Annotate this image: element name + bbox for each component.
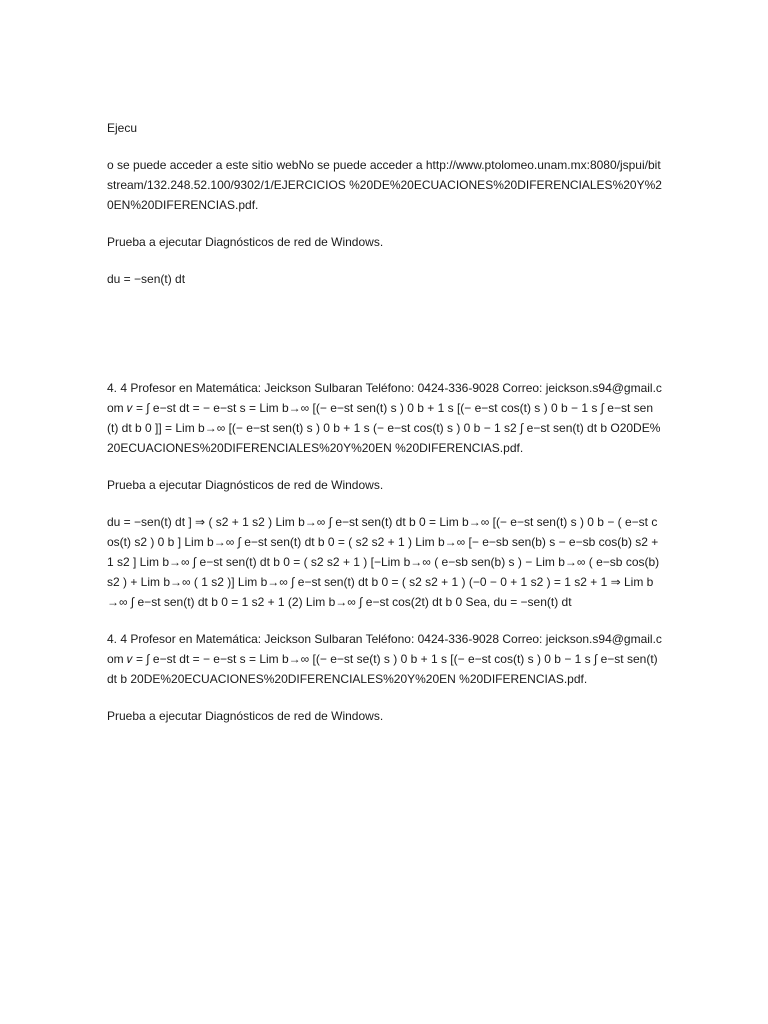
text-diagnostics-2: Prueba a ejecutar Diagnósticos de red de Windows. bbox=[107, 478, 384, 492]
paragraph-diagnostics-2 bbox=[107, 475, 662, 495]
text-profesor-2: 4. 4 Profesor en Matemática: Jeickson Sulbaran Teléfono: 0424-336-9028 Correo: jeickson.s94@gmail.com 𝑣 = ∫ e−st dt = − e−st s = Lim b→∞ [(− e−st se(t) s ) 0 b + 1 s [(− e−st cos(t) s ) 0 b − 1 s ∫ e−st sen(t) dt b 20DE%20ECUACIONES%20DIFERENCIALES%20Y%20EN %20DIFERENCIAS.pdf. bbox=[107, 632, 662, 686]
paragraph-diagnostics-1 bbox=[107, 232, 662, 252]
paragraph-profesor-2 bbox=[107, 629, 662, 689]
text-profesor-1: 4. 4 Profesor en Matemática: Jeickson Sulbaran Teléfono: 0424-336-9028 Correo: jeickson.s94@gmail.com 𝑣 = ∫ e−st dt = − e−st s = Lim b→∞ [(− e−st sen(t) s ) 0 b + 1 s [(− e−st cos(t) s ) 0 b − 1 s ∫ e−st sen(t) dt b 0 ]] = Lim b→∞ [(− e−st sen(t) s ) 0 b + 1 s (− e−st cos(t) s ) 0 b − 1 s2 ∫ e−st sen(t) dt b O20DE%20ECUACIONES%20DIFERENCIALES%20Y%20EN %20DIFERENCIAS.pdf. bbox=[107, 381, 662, 455]
spacer bbox=[107, 306, 662, 378]
text-formula-du: du = −sen(t) dt bbox=[107, 272, 186, 286]
paragraph-diagnostics-3 bbox=[107, 706, 662, 726]
text-diagnostics-1: Prueba a ejecutar Diagnósticos de red de Windows. bbox=[107, 235, 384, 249]
text-url-error: o se puede acceder a este sitio webNo se puede acceder a http://www.ptolomeo.unam.mx:8080/jspui/bitstream/132.248.52.100/9302/1/EJERCICIOS %20DE%20ECUACIONES%20DIFERENCIALES%20Y%20EN%20DIFERENCIAS.pdf. bbox=[107, 158, 662, 212]
text-diagnostics-3: Prueba a ejecutar Diagnósticos de red de Windows. bbox=[107, 709, 384, 723]
text-derivation: du = −sen(t) dt ] ⇒ ( s2 + 1 s2 ) Lim b→∞ ∫ e−st sen(t) dt b 0 = Lim b→∞ [(− e−st sen(t) s ) 0 b − ( e−st cos(t) s2 ) 0 b ] Lim b→∞ ∫ e−st sen(t) dt b 0 = ( s2 s2 + 1 ) Lim b→∞ [− e−sb sen(b) s − e−sb cos(b) s2 + 1 s2 ] Lim b→∞ ∫ e−st sen(t) dt b 0 = ( s2 s2 + 1 ) [−Lim b→∞ ( e−sb sen(b) s ) − Lim b→∞ ( e−sb cos(b) s2 ) + Lim b→∞ ( 1 s2 )] Lim b→∞ ∫ e−st sen(t) dt b 0 = ( s2 s2 + 1 ) (−0 − 0 + 1 s2 ) = 1 s2 + 1 ⇒ Lim b→∞ ∫ e−st sen(t) dt b 0 = 1 s2 + 1 (2) Lim b→∞ ∫ e−st cos(2t) dt b 0 Sea, du = −sen(t) dt bbox=[107, 515, 663, 609]
text-ejecu: Ejecu bbox=[107, 121, 138, 135]
paragraph-profesor-1 bbox=[107, 378, 662, 458]
paragraph-url-error bbox=[107, 155, 662, 215]
paragraph-formula-du bbox=[107, 269, 662, 289]
document-page bbox=[107, 118, 662, 743]
paragraph-derivation bbox=[107, 512, 662, 612]
paragraph-heading bbox=[107, 118, 662, 138]
